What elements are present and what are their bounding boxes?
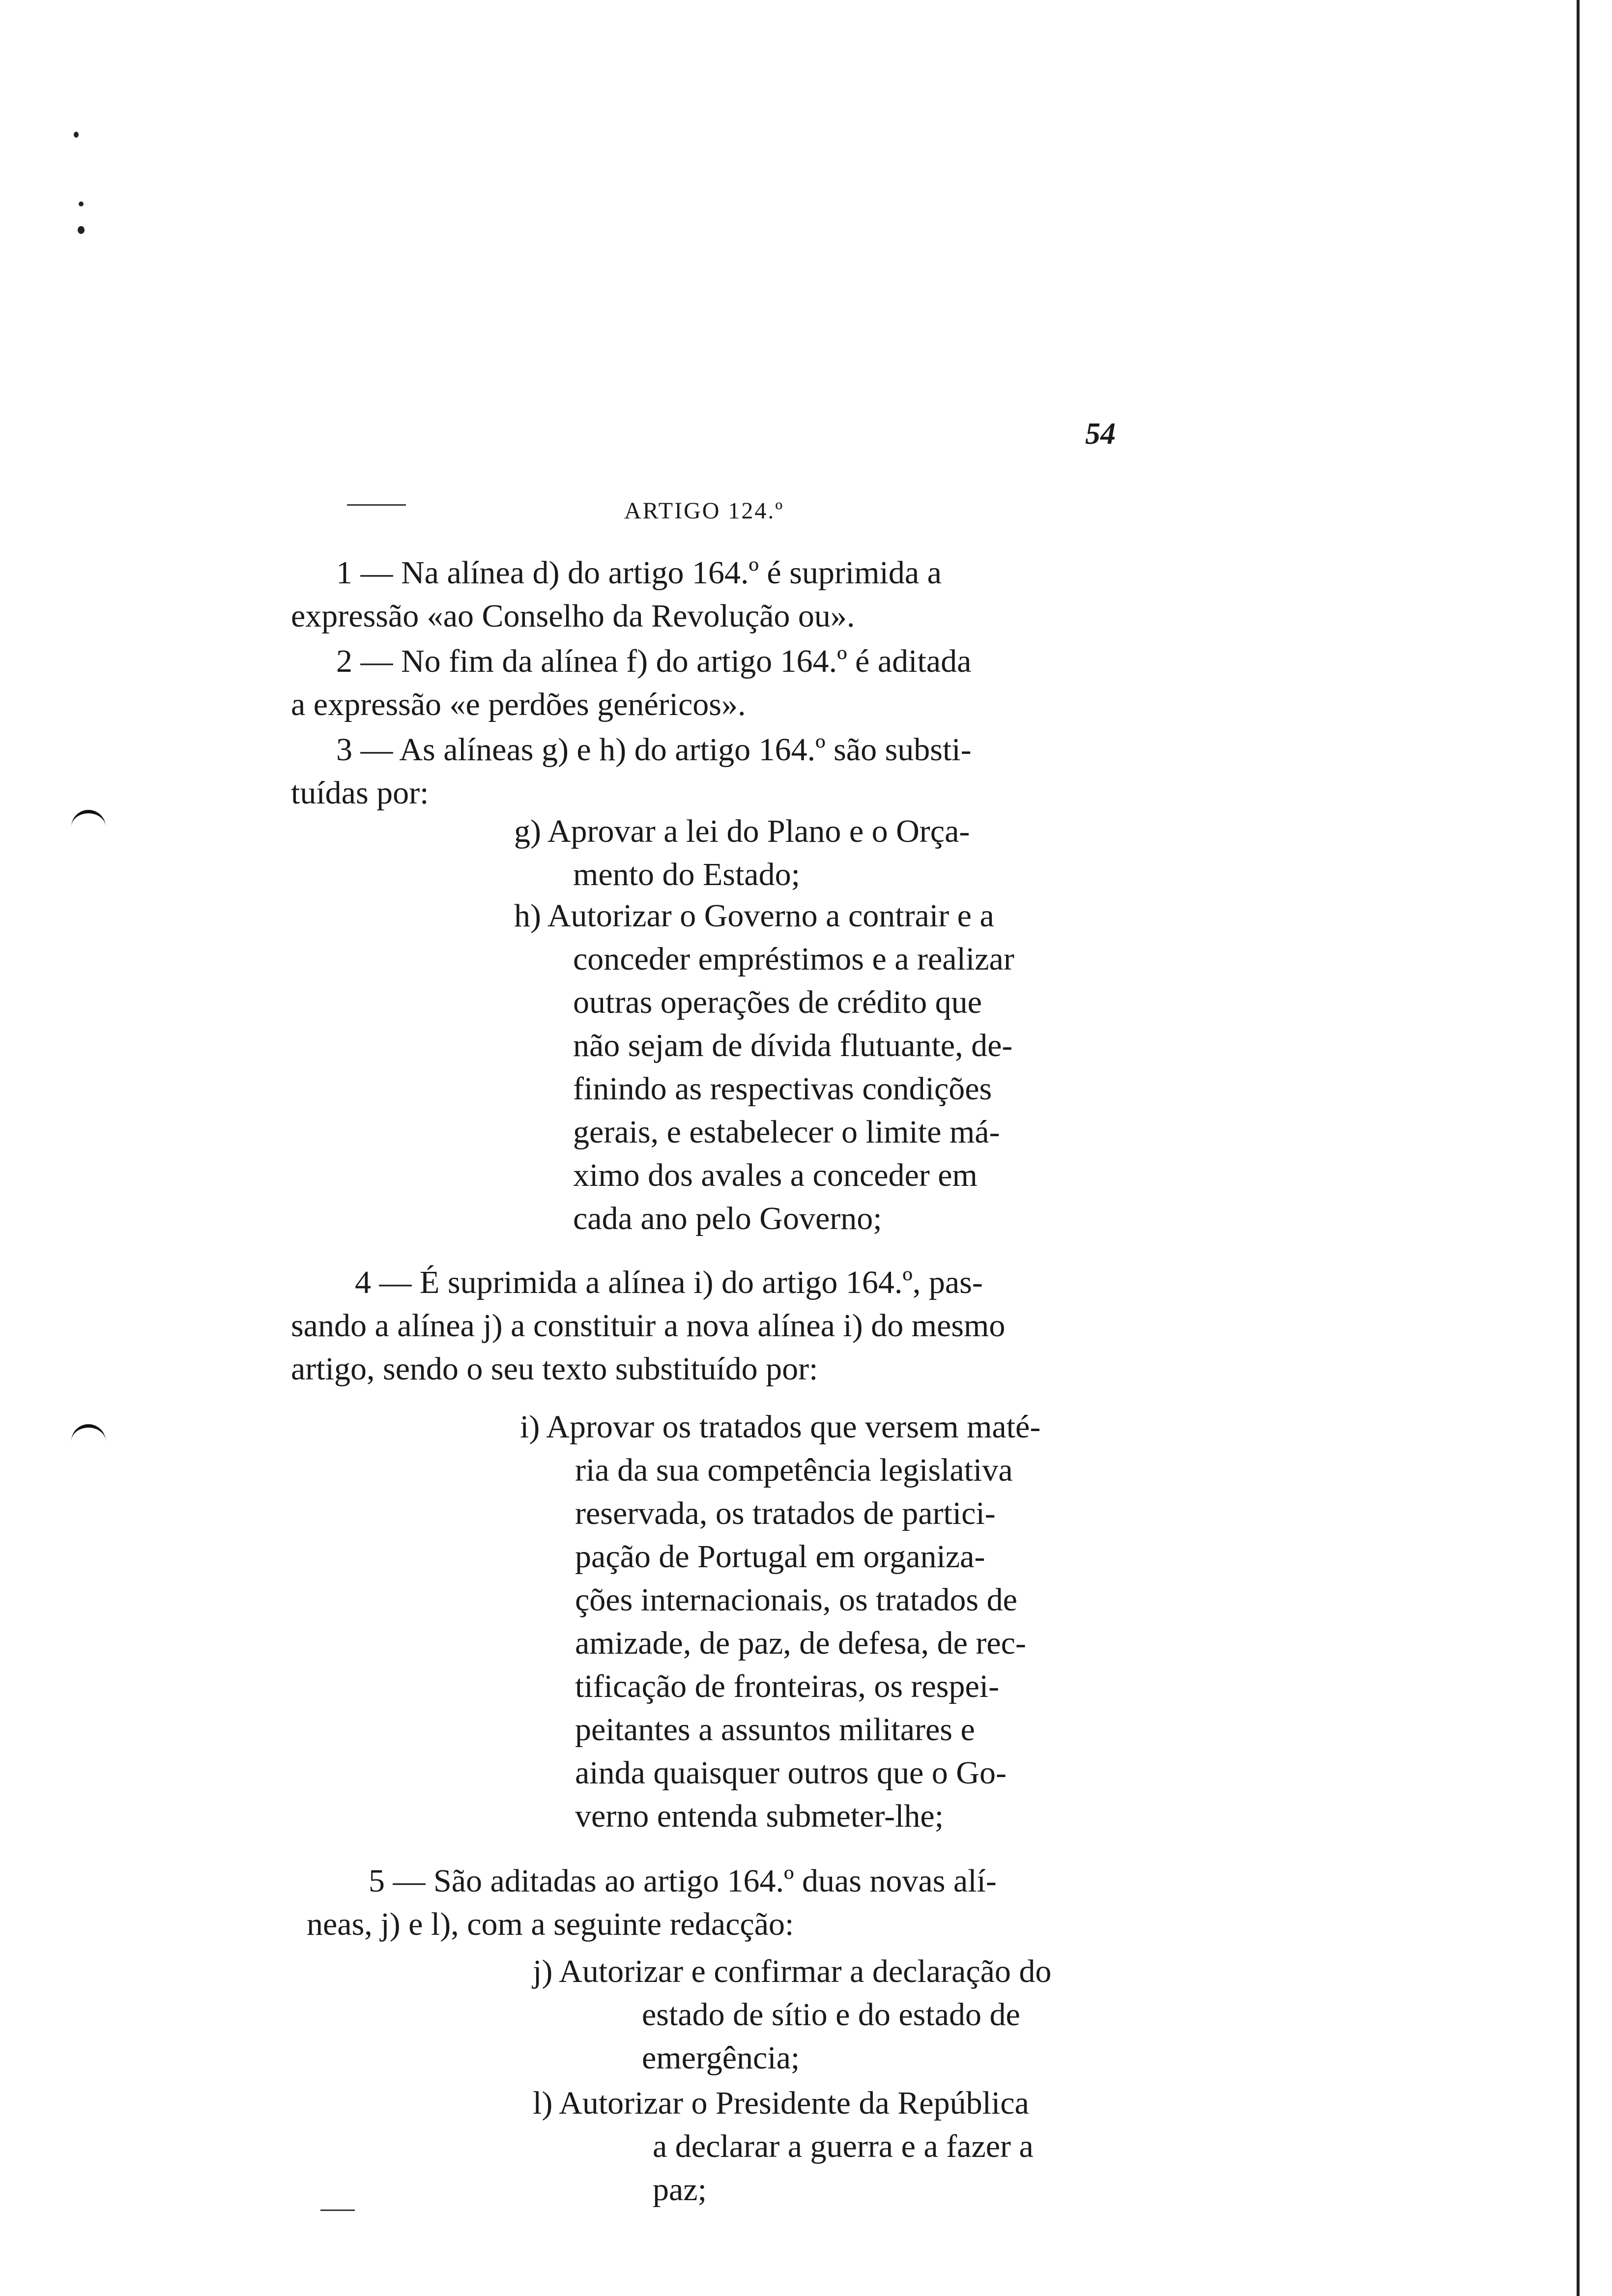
paragraph-1 [291, 551, 1126, 638]
text-line: estado de sítio e do estado de [642, 1997, 1020, 2033]
scan-speck [78, 226, 85, 234]
text-line: artigo, sendo o seu texto substituído por: [291, 1351, 818, 1387]
text-line: a declarar a guerra e a fazer a [653, 2128, 1034, 2164]
scan-dash [347, 504, 406, 506]
item-h [514, 894, 1148, 1240]
text-line: peitantes a assuntos militares e [575, 1712, 975, 1748]
scan-mark [71, 1424, 106, 1445]
text-line: gerais, e estabelecer o limite má- [573, 1114, 1000, 1150]
scan-speck [74, 132, 79, 138]
text-line: h) Autorizar o Governo a contrair e a [514, 898, 994, 934]
text-line: 2 — No fim da alínea f) do artigo 164.º é aditada [336, 643, 972, 679]
text-line: ainda quaisquer outros que o Go- [575, 1755, 1007, 1791]
paragraph-3 [291, 728, 1126, 815]
text-line: outras operações de crédito que [573, 984, 982, 1020]
item-l [533, 2082, 1172, 2211]
text-line: g) Aprovar a lei do Plano e o Orça- [514, 813, 970, 849]
text-line: ria da sua competência legislativa [575, 1452, 1013, 1488]
paragraph-2 [291, 640, 1126, 726]
text-line: tificação de fronteiras, os respei- [575, 1668, 1000, 1704]
item-i [520, 1406, 1159, 1838]
text-line: 4 — É suprimida a alínea i) do artigo 164.º, pas- [355, 1264, 983, 1300]
scan-dash [320, 2210, 355, 2211]
page-number: 54 [1085, 417, 1116, 451]
text-line: neas, j) e l), com a seguinte redacção: [307, 1906, 794, 1942]
text-line: mento do Estado; [573, 857, 800, 892]
text-line: paz; [653, 2172, 707, 2208]
scan-speck [79, 201, 84, 206]
text-line: tuídas por: [291, 775, 429, 811]
text-line: a expressão «e perdões genéricos». [291, 687, 746, 722]
text-line: l) Autorizar o Presidente da República [533, 2085, 1029, 2121]
text-line: emergência; [642, 2040, 800, 2076]
text-line: conceder empréstimos e a realizar [573, 941, 1014, 977]
scan-mark [71, 810, 106, 831]
item-j [533, 1950, 1172, 2080]
text-line: amizade, de paz, de defesa, de rec- [575, 1625, 1026, 1661]
text-line: finindo as respectivas condições [573, 1071, 992, 1107]
text-line: i) Aprovar os tratados que versem maté- [520, 1409, 1041, 1445]
text-line: pação de Portugal em organiza- [575, 1539, 985, 1575]
text-line: não sejam de dívida flutuante, de- [573, 1028, 1013, 1063]
text-line: ções internacionais, os tratados de [575, 1582, 1017, 1618]
text-line: sando a alínea j) a constituir a nova alínea i) do mesmo [291, 1308, 1006, 1344]
text-line: 1 — Na alínea d) do artigo 164.º é suprimida a [336, 555, 942, 591]
text-line: reservada, os tratados de partici- [575, 1495, 996, 1531]
text-line: j) Autorizar e confirmar a declaração do [533, 1953, 1052, 1989]
scan-edge-line [1577, 0, 1580, 2296]
text-line: 5 — São aditadas ao artigo 164.º duas novas alí- [369, 1863, 997, 1899]
text-line: ximo dos avales a conceder em [573, 1157, 978, 1193]
paragraph-5 [307, 1860, 1152, 1946]
paragraph-4 [291, 1261, 1151, 1391]
text-line: 3 — As alíneas g) e h) do artigo 164.º são substi- [336, 732, 972, 768]
text-line: verno entenda submeter-lhe; [575, 1798, 944, 1834]
text-line: cada ano pelo Governo; [573, 1201, 882, 1236]
text-line: expressão «ao Conselho da Revolução ou». [291, 598, 855, 634]
item-g [514, 810, 1148, 896]
article-heading: ARTIGO 124.º [624, 498, 784, 524]
